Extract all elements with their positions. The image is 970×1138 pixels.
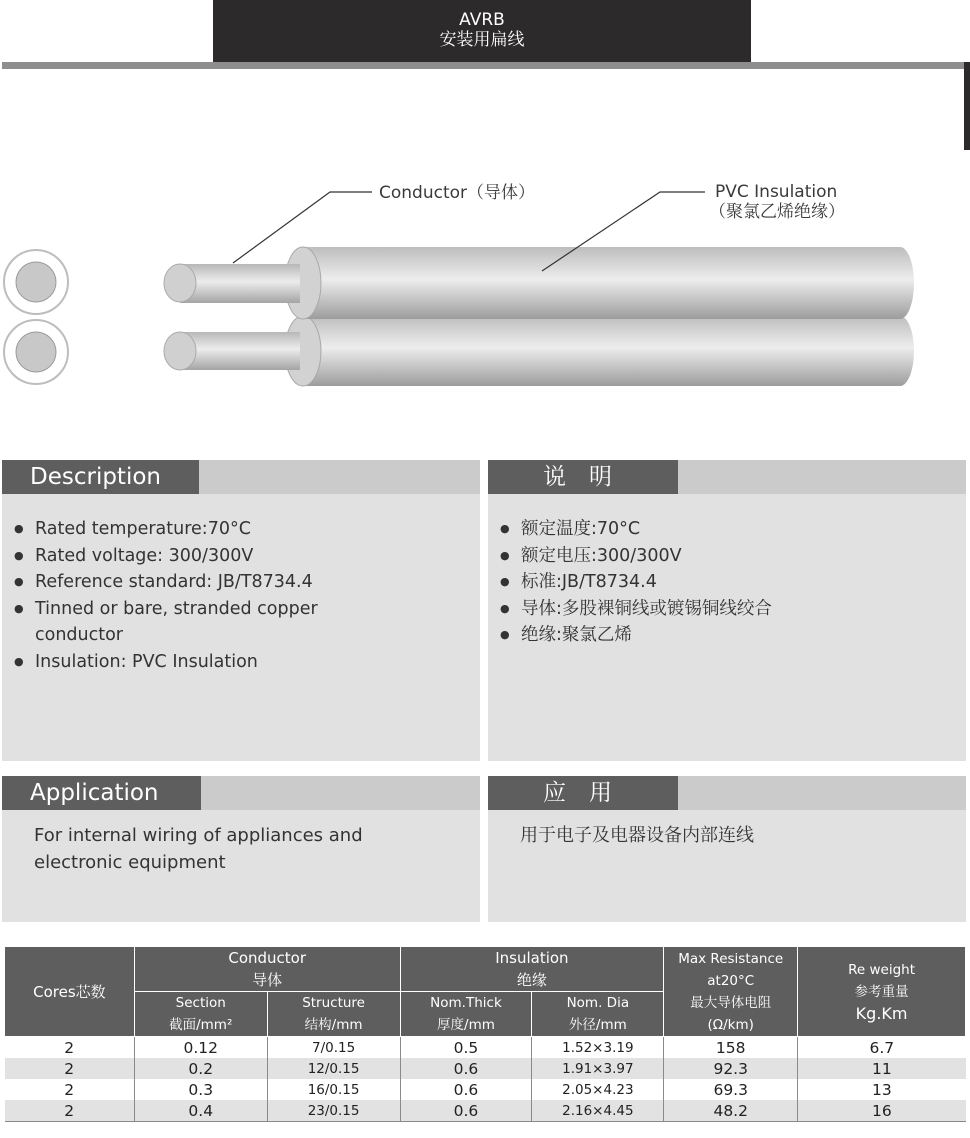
shuoming-list [500, 516, 826, 649]
application-text: For internal wiring of appliances and electronic equipment [34, 825, 363, 873]
cable-upper [164, 247, 914, 319]
cell-weight: 6.7 [869, 1038, 895, 1057]
col-dia [532, 992, 664, 1037]
cell-dia: 2.05×4.23 [532, 1079, 664, 1100]
col-cores: Cores芯数 [5, 947, 135, 1037]
cell-structure: 12/0.15 [267, 1058, 400, 1079]
yingyong-panel [488, 776, 966, 922]
title-banner [213, 0, 751, 62]
cell-weight: 11 [798, 1058, 966, 1079]
conductor-en: Conductor [228, 949, 307, 967]
col-section [134, 992, 267, 1037]
description-panel [2, 460, 480, 761]
cell-thick: 0.6 [400, 1058, 532, 1079]
col-weight [798, 947, 966, 1037]
shuoming-item: ● 标准:JB/T8734.4 [500, 569, 826, 596]
resistance-line-2: at20°C [707, 972, 755, 989]
cell-cores: 2 [5, 1037, 135, 1059]
dia-cn: 外径/mm [568, 1017, 627, 1033]
table-row [5, 1058, 966, 1079]
shuoming-item: ● 额定温度:70°C [500, 516, 826, 543]
model-code: AVRB [459, 10, 505, 30]
cell-thick: 0.6 [400, 1079, 532, 1100]
cell-resistance: 158 [664, 1037, 798, 1059]
structure-en: Structure [302, 995, 365, 1011]
product-name: 安装用扁线 [439, 30, 525, 50]
cell-resistance: 92.3 [664, 1058, 798, 1079]
cell-structure: 23/0.15 [267, 1100, 400, 1122]
thick-en: Nom.Thick [430, 995, 502, 1011]
description-item: ● Tinned or bare, stranded copper conductor [14, 596, 340, 649]
cell-weight: 16 [798, 1100, 966, 1122]
cross-section-top [4, 250, 68, 314]
shuoming-item: ● 导体:多股裸铜线或镀锡铜线绞合 [500, 596, 826, 623]
insulation-callout-cn: （聚氯乙烯绝缘） [709, 202, 845, 222]
cell-dia: 1.52×3.19 [532, 1037, 664, 1059]
col-insulation [400, 947, 664, 992]
cell-dia: 1.91×3.97 [532, 1058, 664, 1079]
cell-section: 0.3 [134, 1079, 267, 1100]
conductor-cn: 导体 [252, 971, 283, 989]
col-structure [267, 992, 400, 1037]
resistance-line-1: Max Resistance [678, 950, 784, 967]
description-item: ● Rated temperature:70°C [14, 516, 340, 543]
edge-marker [964, 62, 970, 150]
cell-thick: 0.6 [400, 1100, 532, 1122]
description-item: ● Rated voltage: 300/300V [14, 543, 340, 570]
weight-line-2: 参考重量 [854, 983, 909, 1000]
cell-structure: 16/0.15 [267, 1079, 400, 1100]
cell-section: 0.12 [134, 1037, 267, 1059]
structure-cn: 结构/mm [304, 1017, 363, 1033]
shuoming-item: ● 绝缘:聚氯乙烯 [500, 622, 826, 649]
cell-thick: 0.5 [400, 1037, 532, 1059]
insulation-cn: 绝缘 [516, 971, 547, 989]
application-panel [2, 776, 480, 922]
table-row [5, 1079, 966, 1100]
weight-line-3: Kg.Km [855, 1003, 908, 1023]
cell-structure: 7/0.15 [267, 1037, 400, 1059]
specification-table [4, 946, 966, 1122]
application-title: Application [2, 776, 201, 810]
insulation-en: Insulation [495, 949, 569, 967]
shuoming-item: ● 额定电压:300/300V [500, 543, 826, 570]
table-row [5, 1100, 966, 1122]
cell-resistance: 48.2 [664, 1100, 798, 1122]
description-title-bar [199, 460, 480, 494]
yingyong-text: 用于电子及电器设备内部连线 [520, 825, 754, 846]
cell-dia: 2.16×4.45 [532, 1100, 664, 1122]
cell-cores: 2 [5, 1100, 135, 1122]
conductor-callout: Conductor（导体） [379, 183, 536, 203]
col-conductor [134, 947, 400, 992]
cell-cores: 2 [5, 1079, 135, 1100]
table-row [5, 1037, 966, 1059]
cell-section: 0.4 [134, 1100, 267, 1122]
resistance-line-3: 最大导体电阻 [690, 994, 772, 1011]
shuoming-panel [488, 460, 966, 761]
header-divider [2, 62, 964, 69]
cell-resistance: 69.3 [664, 1079, 798, 1100]
insulation-callout-en: PVC Insulation [715, 182, 838, 202]
cable-lower [164, 316, 914, 386]
dia-en: Nom. Dia [566, 995, 630, 1011]
shuoming-title-bar [678, 460, 966, 494]
cross-section-bottom [4, 320, 68, 384]
resistance-line-4: (Ω/km) [707, 1016, 754, 1033]
col-resistance [664, 947, 798, 1037]
cell-cores: 2 [5, 1058, 135, 1079]
cell-section: 0.2 [134, 1058, 267, 1079]
application-title-bar [201, 776, 480, 810]
section-cn: 截面/mm² [169, 1017, 233, 1033]
description-title: Description [2, 460, 199, 494]
yingyong-title-bar [678, 776, 966, 810]
section-en: Section [175, 995, 226, 1011]
yingyong-title: 应 用 [488, 776, 678, 810]
description-list [14, 516, 340, 676]
shuoming-title: 说 明 [488, 460, 678, 494]
description-item: ● Insulation: PVC Insulation [14, 649, 340, 676]
weight-line-1: Re weight [848, 961, 916, 978]
description-item: ● Reference standard: JB/T8734.4 [14, 569, 340, 596]
thick-cn: 厚度/mm [437, 1017, 495, 1033]
col-thick [400, 992, 532, 1037]
cell-weight: 13 [871, 1080, 892, 1099]
